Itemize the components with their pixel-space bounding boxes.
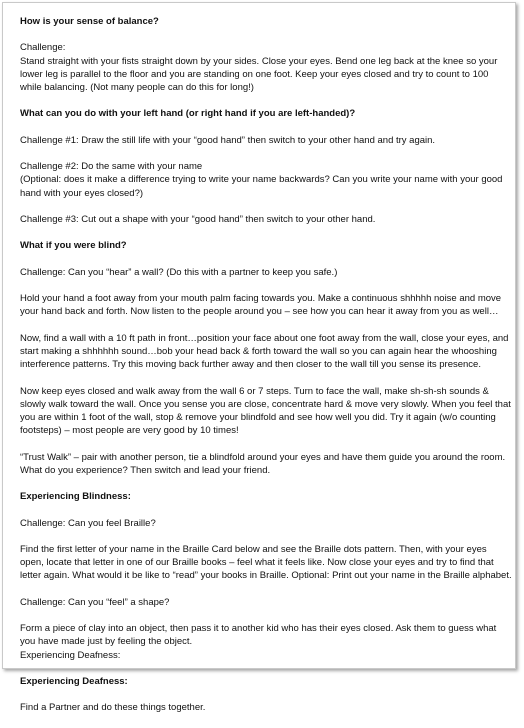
heading-deafness: Experiencing Deafness: — [20, 675, 128, 687]
feel-shape-challenge — [20, 596, 512, 609]
heading-blind: What if you were blind? — [20, 240, 127, 252]
document-page — [2, 2, 516, 714]
text-line: Hold your hand a foot away from your mouth palm facing towards you. Make a continuous shhhhh noise and move your hand back and forth. Now listen to the people around you – see how you can hear it away from you as well… — [20, 293, 502, 318]
hand-shhh-paragraph — [20, 292, 512, 318]
clay-paragraph — [20, 622, 512, 662]
text-line: Form a piece of clay into an object, then pass it to another kid who has their eyes closed. Ask them to guess what you have made just by feeling the object. — [20, 623, 497, 648]
text-line: Challenge: Can you feel Braille? — [20, 517, 156, 529]
partner-paragraph — [20, 701, 512, 714]
walk-wall-paragraph — [20, 385, 512, 438]
challenge-3 — [20, 213, 512, 226]
text-line: Challenge #1: Draw the still life with your “good hand” then switch to your other hand and try again. — [20, 134, 436, 146]
heading-left-hand: What can you do with your left hand (or right hand if you are left-handed)? — [20, 108, 356, 120]
find-wall-paragraph — [20, 332, 512, 372]
text-line: (Optional: does it make a difference trying to write your name backwards? Can you write your name with your good hand with your eyes closed?) — [20, 174, 503, 199]
balance-challenge — [20, 41, 512, 94]
challenge-1 — [20, 134, 512, 147]
trust-walk-paragraph — [20, 451, 512, 477]
text-line: Challenge #3: Cut out a shape with your “good hand” then switch to your other hand. — [20, 213, 376, 225]
heading-blindness: Experiencing Blindness: — [20, 491, 131, 503]
text-line: Experiencing Deafness: — [20, 649, 121, 661]
hear-wall-challenge — [20, 266, 512, 279]
text-line: Stand straight with your fists straight down by your sides. Close your eyes. Bend one leg back at the knee so your lower leg is parallel to the floor and you are standing on one foot. Keep your eyes closed and try to count to 100 while balancing. (Not many people can do this for long!) — [20, 55, 498, 93]
challenge-2 — [20, 160, 512, 200]
text-line: Find a Partner and do these things together. — [20, 702, 206, 714]
text-line: Challenge: Can you “hear” a wall? (Do this with a partner to keep you safe.) — [20, 266, 338, 278]
text-line: Challenge: — [20, 42, 66, 54]
text-line: Challenge: Can you “feel” a shape? — [20, 596, 170, 608]
braille-paragraph — [20, 543, 512, 583]
text-line: Challenge #2: Do the same with your name — [20, 161, 203, 173]
text-line: Now keep eyes closed and walk away from the wall 6 or 7 steps. Turn to face the wall, make sh-sh-sh sounds & slowly walk toward the wall. Once you sense you are close, concentrate hard & move very slowly. When you feel that you are within 1 foot of the wall, stop & remove your blindfold and see how well you did. Try it again (w/o counting footsteps) – most people are very good by 10 times! — [20, 385, 511, 437]
document-content — [20, 15, 512, 728]
heading-balance: How is your sense of balance? — [20, 16, 159, 27]
text-line: Now, find a wall with a 10 ft path in front…position your face about one foot away from the wall, close your eyes, and start making a shhhhhh sound…bob your head back & forth toward the wall so you can again hear the whooshing interference patterns. Try this moving back further away and then closer to the wall till you sense its presence. — [20, 332, 509, 371]
braille-challenge — [20, 517, 512, 530]
text-line: Find the first letter of your name in the Braille Card below and see the Braille dots pattern. Then, with your eyes open, locate that letter in one of our Braille books – feel what it feels like. Now close your eyes and try to find that letter again. What would it be like to “read” your books in Braille. Optional: Print out your name in the Braille alphabet. — [20, 543, 512, 582]
text-line: “Trust Walk” – pair with another person, tie a blindfold around your eyes and have them guide you around the room. What do you experience? Then switch and lead your friend. — [20, 451, 506, 476]
